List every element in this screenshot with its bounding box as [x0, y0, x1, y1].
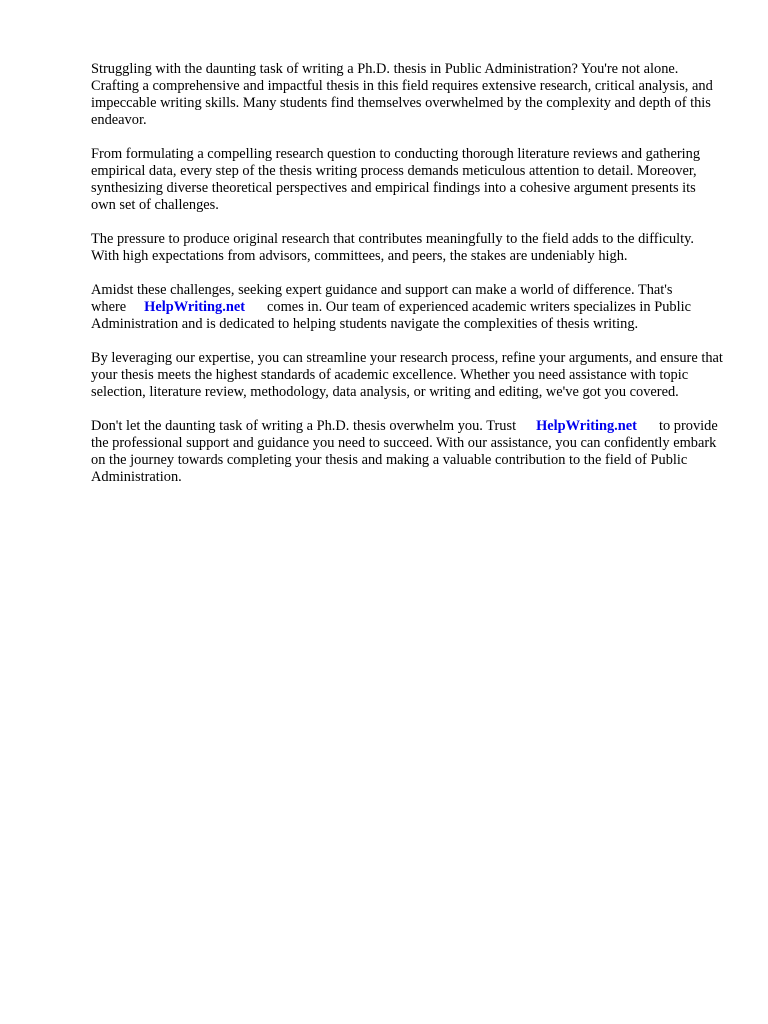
helpwriting-link[interactable]: HelpWriting.net — [144, 299, 246, 315]
paragraph-guidance-before: Amidst these challenges, seeking expert guidance and support can make a world of difference. That's where — [91, 282, 673, 315]
helpwriting-link[interactable]: HelpWriting.net — [536, 418, 637, 434]
paragraph-expertise: By leveraging our expertise, you can streamline your research process, refine your arguments, and ensure that your thesis meets the highest standards of academic excellence. Whether you need assistance with topic selection, literature review, methodology, data analysis, or writing and editing, we've got you covered. — [91, 350, 723, 400]
paragraph-process: From formulating a compelling research question to conducting thorough literature reviews and gathering empirical data, every step of the thesis writing process demands meticulous attention to detail. Moreover, synthesizing diverse theoretical perspectives and empirical findings into a cohesive argument presents its own set of challenges. — [91, 146, 701, 213]
paragraph-closing — [91, 418, 723, 486]
paragraph-intro: Struggling with the daunting task of writing a Ph.D. thesis in Public Administration? You're not alone. Crafting a comprehensive and impactful thesis in this field requires extensive research, critical analysis, and impeccable writing skills. Many students find themselves overwhelmed by the complexity and depth of this endeavor. — [91, 61, 713, 128]
paragraph-closing-after: to provide the professional support and guidance you need to succeed. With our assistance, you can confidently embark on the journey towards completing your thesis and making a valuable contribution to the field of Public Administration. — [91, 418, 718, 485]
document-body — [91, 61, 723, 503]
paragraph-pressure: The pressure to produce original research that contributes meaningfully to the field adds to the difficulty. With high expectations from advisors, committees, and peers, the stakes are undeniably high. — [91, 231, 695, 264]
paragraph-closing-before: Don't let the daunting task of writing a Ph.D. thesis overwhelm you. Trust — [91, 418, 517, 434]
paragraph-guidance — [91, 282, 723, 333]
paragraph-guidance-after: comes in. Our team of experienced academic writers specializes in Public Administration and is dedicated to helping students navigate the complexities of thesis writing. — [91, 299, 691, 332]
